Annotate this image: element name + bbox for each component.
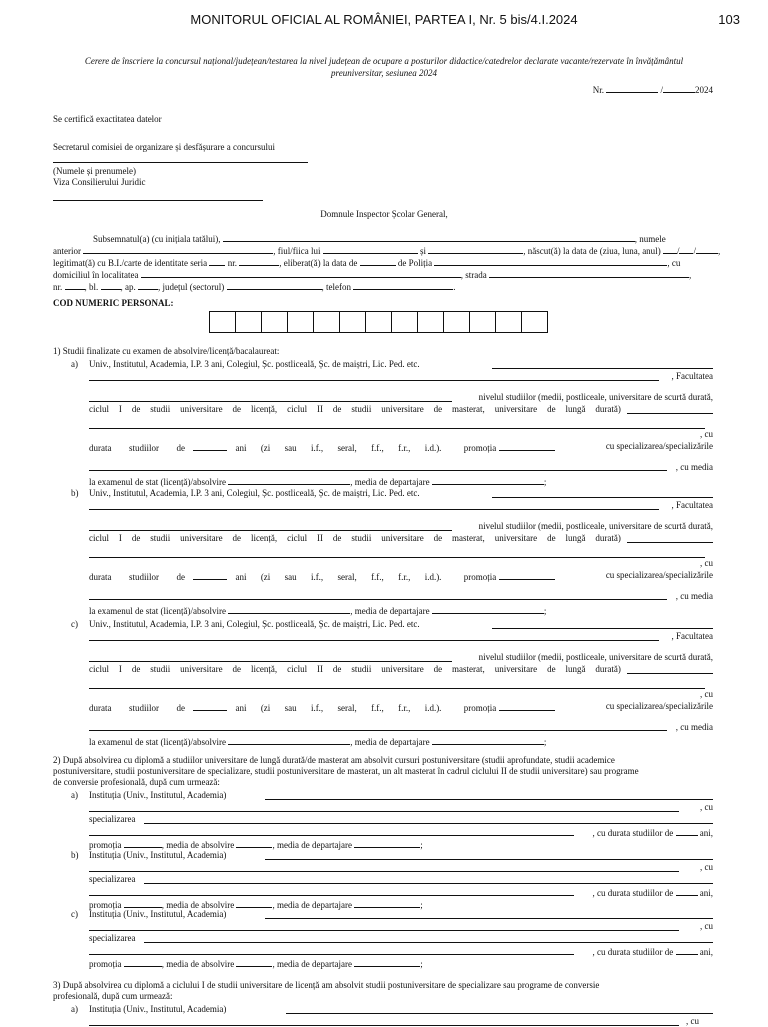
duration-word: de: [176, 572, 185, 582]
section-2-specialization-label: specializarea: [89, 874, 136, 884]
study-cycle-word: II: [317, 664, 323, 674]
specialization-field[interactable]: [89, 730, 667, 731]
section-2-institution-field[interactable]: [265, 918, 713, 919]
section-1-institution-field[interactable]: [492, 497, 713, 498]
section-2-item-letter: c): [71, 909, 78, 919]
study-cycle-word: universitare: [180, 664, 223, 674]
duration-line: durata studiilor de ani (zi sau i.f., seral, f.f., f.r., i.d.). promoția cu specializarea/specializările: [89, 441, 713, 453]
duration-word: durata: [89, 703, 112, 713]
study-level-label: nivelul studiilor (medii, postliceale, universitare de scurtă durată,: [478, 652, 713, 662]
study-cycle-word: II: [317, 404, 323, 414]
faculty-label: , Facultatea: [671, 371, 713, 381]
cnp-digit-box[interactable]: [521, 311, 548, 333]
study-cycle-word: de: [131, 533, 141, 543]
study-cycle-word: ciclul: [89, 664, 109, 674]
study-form-word: i.f.,: [310, 443, 324, 453]
section-2-graduation-year-field[interactable]: [124, 838, 162, 848]
study-cycle-word: licență,: [250, 404, 278, 414]
section-2-graduation-year-field[interactable]: [124, 898, 162, 908]
state-exam-line: la examenul de stat (licență)/absolvire , media de departajare ;: [89, 737, 547, 747]
section-2-institution-label: Instituția (Univ., Institutul, Academia): [89, 790, 227, 800]
section-3-item-a-letter: a): [71, 1004, 78, 1014]
county-field[interactable]: [227, 280, 322, 290]
tie-break-grade-field[interactable]: [432, 475, 544, 485]
mother-name-field[interactable]: [428, 244, 523, 254]
study-level-field[interactable]: [627, 542, 713, 543]
section-2-graduation-grade-field[interactable]: [236, 957, 272, 967]
study-cycle-word: universitare: [494, 404, 538, 414]
graduation-year-field[interactable]: [499, 570, 555, 580]
study-form-word: (zi: [260, 443, 271, 453]
street-number-field[interactable]: [65, 280, 85, 290]
section-2-duration: , cu durata studiilor de ani,: [592, 947, 713, 957]
study-cycle-word: de: [232, 533, 242, 543]
study-cycle-word: lungă: [565, 664, 586, 674]
section-2-specialization-field-2[interactable]: [89, 954, 574, 955]
cnp-digit-box[interactable]: [313, 311, 340, 333]
section-3-institution-field-2[interactable]: [89, 1025, 679, 1026]
study-cycle-word: I: [118, 664, 122, 674]
study-cycle-text: [89, 404, 621, 415]
tie-break-grade-field[interactable]: [432, 604, 544, 614]
certify-text: Se certifică exactitatea datelor: [53, 114, 162, 124]
study-cycle-word: durată): [595, 664, 621, 674]
study-level-field-2[interactable]: [89, 428, 705, 429]
study-cycle-word: de: [131, 664, 141, 674]
study-form-word: i.d.).: [424, 443, 442, 453]
study-form-word: f.f.,: [371, 703, 384, 713]
cnp-label: COD NUMERIC PERSONAL:: [53, 298, 174, 308]
study-level-field-2[interactable]: [89, 557, 705, 558]
locality-field[interactable]: [141, 268, 461, 278]
graduation-year-field[interactable]: [499, 441, 555, 451]
section-2-grades-line: promoția , media de absolvire , media de departajare ;: [89, 840, 423, 850]
cu-label: , cu: [700, 558, 713, 568]
study-form-word: f.r.,: [398, 703, 411, 713]
faculty-field[interactable]: [89, 530, 452, 531]
study-cycle-word: universitare: [494, 664, 538, 674]
duration-word: de: [176, 443, 185, 453]
study-form-word: ani: [235, 443, 247, 453]
study-cycle-word: universitare: [180, 404, 223, 414]
state-exam-line: la examenul de stat (licență)/absolvire , media de departajare ;: [89, 606, 547, 616]
section-3-institution-label: Instituția (Univ., Institutul, Academia): [89, 1004, 227, 1014]
study-cycle-word: I: [118, 404, 122, 414]
faculty-field[interactable]: [89, 401, 452, 402]
section-1-item-letter: b): [71, 488, 79, 498]
section-1-item-letter: a): [71, 359, 78, 369]
section-2-tie-break-field[interactable]: [354, 898, 420, 908]
section-2-specialization-field[interactable]: [144, 942, 713, 943]
previous-name-line: anterior , fiul/fiica lui și , născut(ă) la data de (ziua, luna, anul) / / ,: [53, 246, 721, 256]
duration-years-field[interactable]: [193, 701, 227, 711]
form-title: Cerere de înscriere la concursul național/județean/testarea la nivel județean de ocupare a posturilor didactice/catedrelor declarate vacante/rezervate în învățământul preuniversitar, sesiunea 2024: [84, 56, 684, 78]
section-2-institution-field-2[interactable]: [89, 930, 679, 931]
study-cycle-word: ciclul: [287, 664, 308, 674]
section-3-institution-field[interactable]: [286, 1013, 713, 1014]
study-form-word: ani: [235, 572, 247, 582]
faculty-field[interactable]: [89, 661, 452, 662]
section-2-institution-field-2[interactable]: [89, 811, 679, 812]
section-2-item-letter: b): [71, 850, 79, 860]
birth-day-field[interactable]: [663, 244, 677, 254]
cnp-digit-box[interactable]: [235, 311, 262, 333]
section-2-duration-field[interactable]: [676, 945, 698, 955]
section-1-title: 1) Studii finalizate cu examen de absolvire/licență/bacalaureat:: [53, 346, 280, 356]
section-1-institution-label: Univ., Institutul, Academia, I.P. 3 ani, Colegiul, Șc. postliceală, Șc. de maiștri, Lic. Ped. etc.: [89, 619, 420, 629]
study-level-label: nivelul studiilor (medii, postliceale, universitare de scurtă durată,: [478, 392, 713, 402]
study-form-word: i.d.).: [424, 572, 442, 582]
section-2-specialization-field[interactable]: [144, 883, 713, 884]
study-cycle-word: de: [131, 404, 141, 414]
faculty-label: , Facultatea: [671, 500, 713, 510]
study-cycle-word: de: [332, 533, 342, 543]
section-1-item-letter: c): [71, 619, 78, 629]
study-level-field-2[interactable]: [89, 688, 705, 689]
address-details-line: nr. , bl. , ap. , județul (sectorul) , telefon .: [53, 282, 456, 292]
state-exam-grade-field[interactable]: [228, 475, 350, 485]
cnp-digit-box[interactable]: [391, 311, 418, 333]
apartment-field[interactable]: [138, 280, 158, 290]
study-cycle-word: ciclul: [287, 404, 308, 414]
cnp-digit-box[interactable]: [365, 311, 392, 333]
section-1-institution-field-2[interactable]: [89, 380, 659, 381]
section-2-duration-field[interactable]: [676, 826, 698, 836]
cu-label: , cu: [700, 429, 713, 439]
gazette-title: MONITORUL OFICIAL AL ROMÂNIEI, PARTEA I, Nr. 5 bis/4.I.2024: [190, 12, 578, 27]
study-form-word: seral,: [337, 443, 357, 453]
study-cycle-word: de: [332, 664, 342, 674]
section-2-title-line-1: 2) După absolvirea cu diplomă a studiilor universitare de lungă durată/de masterat am absolvit cursuri postuniversitare (studii aprofundate, studii academice: [53, 755, 615, 765]
study-form-word: f.r.,: [398, 572, 411, 582]
study-level-field[interactable]: [627, 673, 713, 674]
study-cycle-word: ciclul: [89, 533, 109, 543]
registration-number: Nr. / 2024: [592, 85, 713, 95]
section-2-specialization-field-2[interactable]: [89, 835, 574, 836]
section-2-graduation-grade-field[interactable]: [236, 898, 272, 908]
study-form-word: i.f.,: [310, 572, 324, 582]
phone-field[interactable]: [353, 280, 453, 290]
section-3-title-line-2: profesională, după cum urmează:: [53, 991, 173, 1001]
media-label: , cu media: [675, 591, 713, 601]
study-cycle-word: masterat,: [452, 404, 485, 414]
section-3-title-line-1: 3) După absolvirea cu diplomă a ciclului I de studii universitare de licență am absolvit studii postuniversitare de specializare sau programe de conversie: [53, 980, 600, 990]
duration-line: durata studiilor de ani (zi sau i.f., seral, f.f., f.r., i.d.). promoția cu specializarea/specializările: [89, 701, 713, 713]
section-3-cu-label: , cu: [686, 1016, 699, 1026]
study-form-word: f.f.,: [371, 572, 384, 582]
applicant-name-field[interactable]: [223, 232, 635, 242]
study-cycle-word: lungă: [565, 533, 586, 543]
cnp-boxes[interactable]: [210, 311, 548, 333]
section-2-institution-label: Instituția (Univ., Institutul, Academia): [89, 850, 227, 860]
section-1-institution-label: Univ., Institutul, Academia, I.P. 3 ani, Colegiul, Șc. postliceală, Șc. de maiștri, Lic. Ped. etc.: [89, 359, 420, 369]
study-form-word: f.r.,: [398, 443, 411, 453]
duration-word: studiilor: [128, 443, 159, 453]
section-2-institution-field[interactable]: [265, 799, 713, 800]
study-cycle-word: studii: [150, 404, 171, 414]
duration-word: studiilor: [128, 703, 159, 713]
study-form-word: (zi: [260, 572, 271, 582]
id-number-field[interactable]: [239, 256, 279, 266]
section-2-duration: , cu durata studiilor de ani,: [592, 828, 713, 838]
birth-month-field[interactable]: [679, 244, 693, 254]
nr-year-field[interactable]: [663, 83, 695, 93]
section-2-specialization-field[interactable]: [144, 823, 713, 824]
section-2-institution-label: Instituția (Univ., Institutul, Academia): [89, 909, 227, 919]
state-exam-grade-field[interactable]: [228, 604, 350, 614]
duration-line: durata studiilor de ani (zi sau i.f., seral, f.f., f.r., i.d.). promoția cu specializarea/specializările: [89, 570, 713, 582]
cnp-digit-box[interactable]: [417, 311, 444, 333]
street-field[interactable]: [489, 268, 689, 278]
legal-visa-label: Viza Consilierului Juridic: [53, 177, 146, 187]
study-cycle-word: universitare: [381, 533, 424, 543]
duration-years-field[interactable]: [193, 441, 227, 451]
specialization-field[interactable]: [89, 599, 667, 600]
section-2-institution-field[interactable]: [265, 859, 713, 860]
cnp-digit-box[interactable]: [261, 311, 288, 333]
section-1-institution-field-2[interactable]: [89, 640, 659, 641]
study-cycle-text: [89, 664, 621, 675]
study-cycle-word: studii: [351, 664, 372, 674]
previous-name-field[interactable]: [83, 244, 273, 254]
cnp-digit-box[interactable]: [287, 311, 314, 333]
section-2-cu-label: , cu: [700, 862, 713, 872]
section-2-graduation-year-field[interactable]: [124, 957, 162, 967]
study-cycle-word: studii: [150, 533, 171, 543]
cnp-digit-box[interactable]: [209, 311, 236, 333]
study-form-word: seral,: [337, 703, 357, 713]
section-2-item-letter: a): [71, 790, 78, 800]
applicant-name-line: Subsemnatul(a) (cu inițiala tatălui), , numele: [93, 234, 666, 244]
study-form-word: ani: [235, 703, 247, 713]
nr-field[interactable]: [606, 83, 658, 93]
section-1-institution-field[interactable]: [492, 628, 713, 629]
faculty-label: , Facultatea: [671, 631, 713, 641]
section-2-tie-break-field[interactable]: [354, 838, 420, 848]
study-level-field[interactable]: [627, 413, 713, 414]
police-field[interactable]: [434, 256, 667, 266]
duration-word: studiilor: [128, 572, 159, 582]
study-cycle-text: [89, 533, 621, 544]
section-2-duration: , cu durata studiilor de ani,: [592, 888, 713, 898]
media-label: , cu media: [675, 722, 713, 732]
section-2-grades-line: promoția , media de absolvire , media de departajare ;: [89, 959, 423, 969]
study-cycle-word: de: [547, 664, 556, 674]
section-2-graduation-grade-field[interactable]: [236, 838, 272, 848]
study-form-word: (zi: [260, 703, 271, 713]
study-cycle-word: masterat,: [452, 664, 485, 674]
id-issue-date-field[interactable]: [360, 256, 396, 266]
graduation-year-field[interactable]: [499, 701, 555, 711]
section-2-specialization-label: specializarea: [89, 814, 136, 824]
birth-year-field[interactable]: [696, 244, 718, 254]
section-2-title-line-3: de conversie profesională, după cum urmează:: [53, 777, 220, 787]
section-2-specialization-label: specializarea: [89, 933, 136, 943]
state-exam-line: la examenul de stat (licență)/absolvire , media de departajare ;: [89, 477, 547, 487]
study-form-word: sau: [284, 443, 297, 453]
section-2-tie-break-field[interactable]: [354, 957, 420, 967]
section-1-institution-label: Univ., Institutul, Academia, I.P. 3 ani, Colegiul, Șc. postliceală, Șc. de maiștri, Lic. Ped. etc.: [89, 488, 420, 498]
study-cycle-word: studii: [150, 664, 171, 674]
section-2-cu-label: , cu: [700, 921, 713, 931]
study-cycle-word: II: [317, 533, 323, 543]
study-cycle-word: ciclul: [287, 533, 308, 543]
name-label: (Numele și prenumele): [53, 166, 136, 176]
secretary-text: Secretarul comisiei de organizare și desfășurare a concursului: [53, 142, 275, 152]
section-1-institution-field[interactable]: [492, 368, 713, 369]
cnp-digit-box[interactable]: [469, 311, 496, 333]
section-2-cu-label: , cu: [700, 802, 713, 812]
id-series-field[interactable]: [209, 256, 225, 266]
duration-word: de: [176, 703, 185, 713]
study-form-word: i.f.,: [310, 703, 324, 713]
study-cycle-word: de: [433, 533, 443, 543]
section-2-title-line-2: postuniversitare, studii postuniversitare de specializare, studii postuniversitare de masterat, un alt masterat în cadrul ciclului II de studii universitare) sau programe: [53, 766, 639, 776]
study-cycle-word: masterat,: [452, 533, 485, 543]
study-cycle-word: ciclul: [89, 404, 109, 414]
study-cycle-word: de: [232, 404, 242, 414]
page-number: 103: [718, 12, 740, 27]
section-2-grades-line: promoția , media de absolvire , media de departajare ;: [89, 900, 423, 910]
study-cycle-word: universitare: [494, 533, 538, 543]
study-cycle-word: durată): [595, 533, 621, 543]
study-form-word: f.f.,: [371, 443, 384, 453]
study-cycle-word: licență,: [250, 533, 278, 543]
section-1-institution-field-2[interactable]: [89, 509, 659, 510]
study-cycle-word: de: [547, 404, 556, 414]
state-exam-grade-field[interactable]: [228, 735, 350, 745]
study-cycle-word: de: [547, 533, 556, 543]
address-line: domiciliul în localitatea , strada ,: [53, 270, 692, 280]
study-cycle-word: I: [118, 533, 122, 543]
cnp-digit-box[interactable]: [495, 311, 522, 333]
tie-break-grade-field[interactable]: [432, 735, 544, 745]
secretary-signature-line[interactable]: [53, 162, 308, 163]
study-level-label: nivelul studiilor (medii, postliceale, universitare de scurtă durată,: [478, 521, 713, 531]
cnp-digit-box[interactable]: [443, 311, 470, 333]
study-form-word: sau: [284, 703, 297, 713]
specialization-field[interactable]: [89, 470, 667, 471]
study-cycle-word: de: [332, 404, 342, 414]
study-cycle-word: studii: [351, 404, 372, 414]
cnp-digit-box[interactable]: [339, 311, 366, 333]
block-field[interactable]: [101, 280, 121, 290]
study-cycle-word: universitare: [381, 664, 424, 674]
salutation: Domnule Inspector Școlar General,: [320, 209, 448, 219]
study-cycle-word: universitare: [381, 404, 424, 414]
id-card-line: legitimat(ă) cu B.I./carte de identitate seria nr. , eliberat(ă) la data de de Poliția , cu: [53, 258, 681, 268]
legal-visa-line[interactable]: [53, 200, 263, 201]
study-cycle-word: studii: [351, 533, 372, 543]
study-form-word: sau: [284, 572, 297, 582]
study-cycle-word: de: [433, 404, 443, 414]
section-2-institution-field-2[interactable]: [89, 871, 679, 872]
study-cycle-word: universitare: [180, 533, 223, 543]
section-2-duration-field[interactable]: [676, 886, 698, 896]
media-label: , cu media: [675, 462, 713, 472]
father-name-field[interactable]: [323, 244, 418, 254]
study-cycle-word: durată): [595, 404, 621, 414]
cu-label: , cu: [700, 689, 713, 699]
study-form-word: seral,: [337, 572, 357, 582]
duration-word: durata: [89, 572, 112, 582]
duration-word: durata: [89, 443, 112, 453]
study-cycle-word: lungă: [565, 404, 586, 414]
study-cycle-word: de: [433, 664, 443, 674]
duration-years-field[interactable]: [193, 570, 227, 580]
study-cycle-word: licență,: [250, 664, 278, 674]
study-form-word: i.d.).: [424, 703, 442, 713]
study-cycle-word: de: [232, 664, 242, 674]
section-2-specialization-field-2[interactable]: [89, 895, 574, 896]
